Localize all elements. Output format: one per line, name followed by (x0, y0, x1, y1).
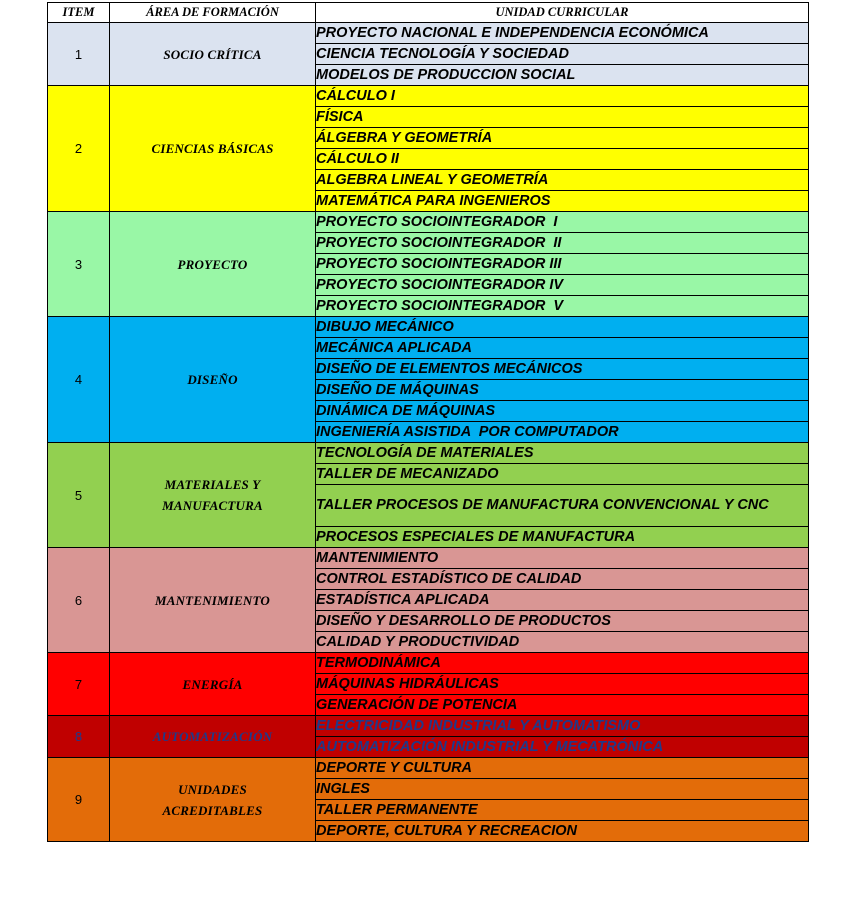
area-name: UNIDADES ACREDITABLES (110, 758, 316, 842)
curricular-unit: TALLER PROCESOS DE MANUFACTURA CONVENCIONAL Y CNC (316, 485, 809, 527)
curricular-unit: DISEÑO DE MÁQUINAS (316, 380, 809, 401)
area-name: MANTENIMIENTO (110, 548, 316, 653)
table-body (48, 23, 809, 842)
item-number: 8 (48, 716, 110, 758)
area-name: PROYECTO (110, 212, 316, 317)
curricular-unit: PROYECTO SOCIOINTEGRADOR II (316, 233, 809, 254)
curricular-unit: ELECTRICIDAD INDUSTRIAL Y AUTOMATISMO (316, 716, 809, 737)
curricular-unit: TALLER DE MECANIZADO (316, 464, 809, 485)
curricular-unit: DINÁMICA DE MÁQUINAS (316, 401, 809, 422)
header-item: ITEM (48, 3, 110, 23)
curricular-unit: INGENIERÍA ASISTIDA POR COMPUTADOR (316, 422, 809, 443)
table-row (48, 758, 809, 779)
curricular-unit: AUTOMATIZACIÓN INDUSTRIAL Y MECATRÓNICA (316, 737, 809, 758)
curricular-unit: PROYECTO SOCIOINTEGRADOR V (316, 296, 809, 317)
curricular-unit: MATEMÁTICA PARA INGENIEROS (316, 191, 809, 212)
curricular-unit: PROYECTO SOCIOINTEGRADOR III (316, 254, 809, 275)
curricular-unit: CÁLCULO I (316, 86, 809, 107)
curricular-unit: CALIDAD Y PRODUCTIVIDAD (316, 632, 809, 653)
curricular-unit: MÁQUINAS HIDRÁULICAS (316, 674, 809, 695)
curricular-unit: FÍSICA (316, 107, 809, 128)
curricular-unit: ÁLGEBRA Y GEOMETRÍA (316, 128, 809, 149)
curricular-unit: INGLES (316, 779, 809, 800)
curricular-unit: DIBUJO MECÁNICO (316, 317, 809, 338)
curricular-unit: DEPORTE Y CULTURA (316, 758, 809, 779)
header-row (48, 3, 809, 23)
item-number: 7 (48, 653, 110, 716)
curricular-unit: MANTENIMIENTO (316, 548, 809, 569)
curricular-unit: PROCESOS ESPECIALES DE MANUFACTURA (316, 527, 809, 548)
curricular-unit: TERMODINÁMICA (316, 653, 809, 674)
curricular-unit: PROYECTO SOCIOINTEGRADOR IV (316, 275, 809, 296)
header-area: ÁREA DE FORMACIÓN (110, 3, 316, 23)
table-row (48, 212, 809, 233)
area-name: CIENCIAS BÁSICAS (110, 86, 316, 212)
curriculum-table (47, 2, 809, 842)
curricular-unit: CÁLCULO II (316, 149, 809, 170)
curricular-unit: ESTADÍSTICA APLICADA (316, 590, 809, 611)
curricular-unit: CIENCIA TECNOLOGÍA Y SOCIEDAD (316, 44, 809, 65)
item-number: 9 (48, 758, 110, 842)
area-name: SOCIO CRÍTICA (110, 23, 316, 86)
item-number: 5 (48, 443, 110, 548)
table-row (48, 548, 809, 569)
header-unit: UNIDAD CURRICULAR (316, 3, 809, 23)
curricular-unit: PROYECTO NACIONAL E INDEPENDENCIA ECONÓMICA (316, 23, 809, 44)
curricular-unit: TALLER PERMANENTE (316, 800, 809, 821)
area-name: MATERIALES Y MANUFACTURA (110, 443, 316, 548)
area-name: ENERGÍA (110, 653, 316, 716)
table-row (48, 443, 809, 464)
table-row (48, 716, 809, 737)
curricular-unit: TECNOLOGÍA DE MATERIALES (316, 443, 809, 464)
table-row (48, 86, 809, 107)
curricular-unit: CONTROL ESTADÍSTICO DE CALIDAD (316, 569, 809, 590)
curricular-unit: DEPORTE, CULTURA Y RECREACION (316, 821, 809, 842)
item-number: 6 (48, 548, 110, 653)
item-number: 2 (48, 86, 110, 212)
table-row (48, 23, 809, 44)
item-number: 1 (48, 23, 110, 86)
curricular-unit: ALGEBRA LINEAL Y GEOMETRÍA (316, 170, 809, 191)
item-number: 4 (48, 317, 110, 443)
curricular-unit: MECÁNICA APLICADA (316, 338, 809, 359)
curricular-unit: DISEÑO DE ELEMENTOS MECÁNICOS (316, 359, 809, 380)
table-row (48, 317, 809, 338)
area-name: AUTOMATIZACIÓN (110, 716, 316, 758)
curricular-unit: PROYECTO SOCIOINTEGRADOR I (316, 212, 809, 233)
curricular-unit: MODELOS DE PRODUCCION SOCIAL (316, 65, 809, 86)
item-number: 3 (48, 212, 110, 317)
curricular-unit: DISEÑO Y DESARROLLO DE PRODUCTOS (316, 611, 809, 632)
curricular-unit: GENERACIÓN DE POTENCIA (316, 695, 809, 716)
table-row (48, 653, 809, 674)
area-name: DISEÑO (110, 317, 316, 443)
